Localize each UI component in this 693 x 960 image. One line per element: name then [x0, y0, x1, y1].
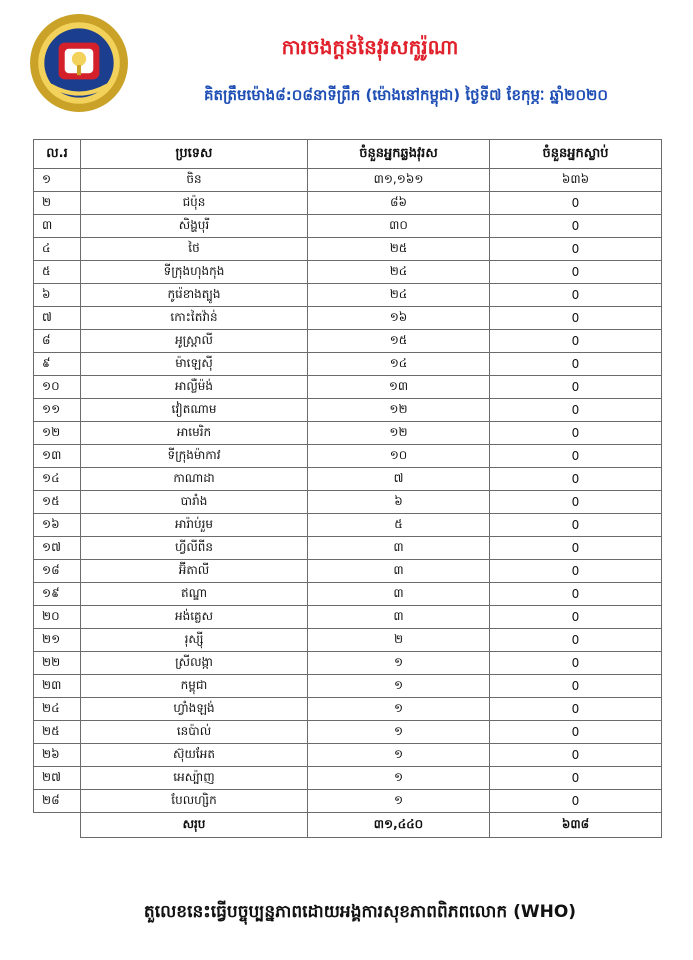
row-deaths: 0: [490, 376, 662, 399]
row-country: អេស្ប៉ាញ: [81, 767, 308, 790]
row-deaths: 0: [490, 491, 662, 514]
table-row: [34, 399, 662, 422]
row-number: ៦: [34, 284, 81, 307]
row-number: ៣: [34, 215, 81, 238]
row-country: អ៊ីតាលី: [81, 560, 308, 583]
table-row: [34, 491, 662, 514]
column-header-cases: ចំនួនអ្នកឆ្លងវុរស: [308, 140, 490, 169]
total-blank-cell: [34, 813, 81, 838]
row-country: អូស្ត្រាលី: [81, 330, 308, 353]
row-cases: ៨៦: [308, 192, 490, 215]
row-country: ស្រីលង្កា: [81, 652, 308, 675]
row-country: អារ៉ាប់រួម: [81, 514, 308, 537]
row-deaths: 0: [490, 192, 662, 215]
row-cases: ២៥: [308, 238, 490, 261]
row-cases: ១: [308, 675, 490, 698]
row-cases: ១: [308, 652, 490, 675]
row-country: ថៃ: [81, 238, 308, 261]
row-number: ១២: [34, 422, 81, 445]
row-country: សិង្ហបុរី: [81, 215, 308, 238]
row-deaths: 0: [490, 422, 662, 445]
table-row: [34, 169, 662, 192]
table-row: [34, 422, 662, 445]
row-country: កម្ពុជា: [81, 675, 308, 698]
page-title: ការចងក្តន់នៃវុរសកូរ៉ូណា: [281, 35, 459, 59]
row-number: ២: [34, 192, 81, 215]
row-country: បារាំង: [81, 491, 308, 514]
row-country: រុស្ស៊ី: [81, 629, 308, 652]
total-label: សរុប: [81, 813, 308, 838]
row-deaths: 0: [490, 445, 662, 468]
table-row: [34, 629, 662, 652]
row-number: ៥: [34, 261, 81, 284]
row-number: ២១: [34, 629, 81, 652]
table-row: [34, 261, 662, 284]
row-number: ២៦: [34, 744, 81, 767]
row-country: ស៊ុយអែត: [81, 744, 308, 767]
total-row: [34, 813, 662, 838]
column-header-number: ល.រ: [34, 140, 81, 169]
row-country: ជប៉ុន: [81, 192, 308, 215]
source-note: តួលេខនេះធ្វើបច្ចុប្បន្នភាពដោយអង្គការសុខភាពពិភពលោក (WHO): [143, 902, 577, 922]
row-number: ៤: [34, 238, 81, 261]
row-deaths: 0: [490, 307, 662, 330]
row-cases: ១២: [308, 399, 490, 422]
table-row: [34, 192, 662, 215]
row-country: ឥណ្ឌា: [81, 583, 308, 606]
row-deaths: 0: [490, 698, 662, 721]
row-country: កូរ៉េខាងត្បូង: [81, 284, 308, 307]
row-country: កោះតៃវ៉ាន់: [81, 307, 308, 330]
column-header-deaths: ចំនួនអ្នកស្លាប់: [490, 140, 662, 169]
table-body: [34, 169, 662, 813]
row-cases: ២: [308, 629, 490, 652]
row-deaths: 0: [490, 330, 662, 353]
seal-microphone-stand: [77, 65, 81, 75]
row-cases: ១: [308, 698, 490, 721]
row-cases: ២៤: [308, 284, 490, 307]
row-deaths: 0: [490, 606, 662, 629]
table-row: [34, 652, 662, 675]
row-country: ទីក្រុងម៉ាកាវ: [81, 445, 308, 468]
total-cases: ៣១,៤៤០: [308, 813, 490, 838]
row-cases: ១៦: [308, 307, 490, 330]
table-row: [34, 767, 662, 790]
row-number: ១៥: [34, 491, 81, 514]
row-country: ហ្វាំងឡង់: [81, 698, 308, 721]
row-number: ១៣: [34, 445, 81, 468]
row-cases: ៧: [308, 468, 490, 491]
row-deaths: 0: [490, 721, 662, 744]
row-country: ទីក្រុងហុងកុង: [81, 261, 308, 284]
row-number: ១៤: [34, 468, 81, 491]
row-cases: ១៤: [308, 353, 490, 376]
row-cases: ៣០: [308, 215, 490, 238]
page-subtitle: គិតត្រឹមម៉ោង៨:០៨នាទីព្រឹក (ម៉ោងនៅកម្ពុជា) ថ្ងៃទី៧ ខែកុម្ភៈ ឆ្នាំ២០២០: [203, 86, 609, 104]
row-number: ៩: [34, 353, 81, 376]
row-deaths: 0: [490, 261, 662, 284]
row-country: ចិន: [81, 169, 308, 192]
table-row: [34, 675, 662, 698]
row-number: ២៥: [34, 721, 81, 744]
row-deaths: 0: [490, 790, 662, 813]
row-cases: ១: [308, 790, 490, 813]
row-number: ១៧: [34, 537, 81, 560]
row-cases: ១: [308, 744, 490, 767]
row-number: ៨: [34, 330, 81, 353]
row-cases: ១: [308, 721, 490, 744]
total-deaths: ៦៣៨: [490, 813, 662, 838]
row-deaths: 0: [490, 353, 662, 376]
column-header-country: ប្រទេស: [81, 140, 308, 169]
row-number: ១១: [34, 399, 81, 422]
cases-table: [33, 139, 662, 838]
table-row: [34, 606, 662, 629]
row-country: អាមេរិក: [81, 422, 308, 445]
row-number: ១៨: [34, 560, 81, 583]
table-row: [34, 284, 662, 307]
row-deaths: 0: [490, 514, 662, 537]
row-cases: ១៣: [308, 376, 490, 399]
seal-microphone: [72, 52, 86, 66]
table-row: [34, 560, 662, 583]
table-row: [34, 790, 662, 813]
row-number: ៧: [34, 307, 81, 330]
row-country: វៀតណាម: [81, 399, 308, 422]
ministry-seal-icon: [28, 12, 130, 114]
table-row: [34, 514, 662, 537]
table-row: [34, 537, 662, 560]
row-number: ២៣: [34, 675, 81, 698]
table-row: [34, 353, 662, 376]
row-number: ២៧: [34, 767, 81, 790]
row-number: ២៤: [34, 698, 81, 721]
row-country: អាល្លឺម៉ង់: [81, 376, 308, 399]
table-row: [34, 744, 662, 767]
row-deaths: ៦៣៦: [490, 169, 662, 192]
row-cases: ១: [308, 767, 490, 790]
row-country: កាណាដា: [81, 468, 308, 491]
row-cases: ១០: [308, 445, 490, 468]
row-deaths: 0: [490, 537, 662, 560]
table-row: [34, 468, 662, 491]
table-row: [34, 238, 662, 261]
row-number: ២២: [34, 652, 81, 675]
row-cases: ៣: [308, 560, 490, 583]
row-cases: ១៥: [308, 330, 490, 353]
table-row: [34, 330, 662, 353]
table-row: [34, 307, 662, 330]
row-deaths: 0: [490, 399, 662, 422]
row-number: ២០: [34, 606, 81, 629]
row-cases: ៣: [308, 606, 490, 629]
table-row: [34, 376, 662, 399]
row-number: ១៦: [34, 514, 81, 537]
row-cases: ២៤: [308, 261, 490, 284]
row-deaths: 0: [490, 238, 662, 261]
row-cases: ៥: [308, 514, 490, 537]
row-deaths: 0: [490, 468, 662, 491]
row-number: ២៨: [34, 790, 81, 813]
row-country: នេប៉ាល់: [81, 721, 308, 744]
row-deaths: 0: [490, 560, 662, 583]
row-number: ១០: [34, 376, 81, 399]
row-country: ម៉ាឡេស៊ី: [81, 353, 308, 376]
row-deaths: 0: [490, 652, 662, 675]
table-header-row: [34, 140, 662, 169]
row-deaths: 0: [490, 583, 662, 606]
row-cases: ៦: [308, 491, 490, 514]
row-deaths: 0: [490, 744, 662, 767]
row-deaths: 0: [490, 675, 662, 698]
row-country: ហ្វីលីពីន: [81, 537, 308, 560]
table-row: [34, 698, 662, 721]
row-country: អង់គ្លេស: [81, 606, 308, 629]
row-deaths: 0: [490, 284, 662, 307]
row-number: ១៩: [34, 583, 81, 606]
row-deaths: 0: [490, 215, 662, 238]
row-deaths: 0: [490, 767, 662, 790]
table-row: [34, 445, 662, 468]
row-cases: ៣: [308, 583, 490, 606]
table-row: [34, 215, 662, 238]
table-row: [34, 721, 662, 744]
row-deaths: 0: [490, 629, 662, 652]
row-cases: ៣: [308, 537, 490, 560]
row-cases: ១២: [308, 422, 490, 445]
table-row: [34, 583, 662, 606]
row-country: បែលហ្សិក: [81, 790, 308, 813]
row-number: ១: [34, 169, 81, 192]
row-cases: ៣១,១៦១: [308, 169, 490, 192]
